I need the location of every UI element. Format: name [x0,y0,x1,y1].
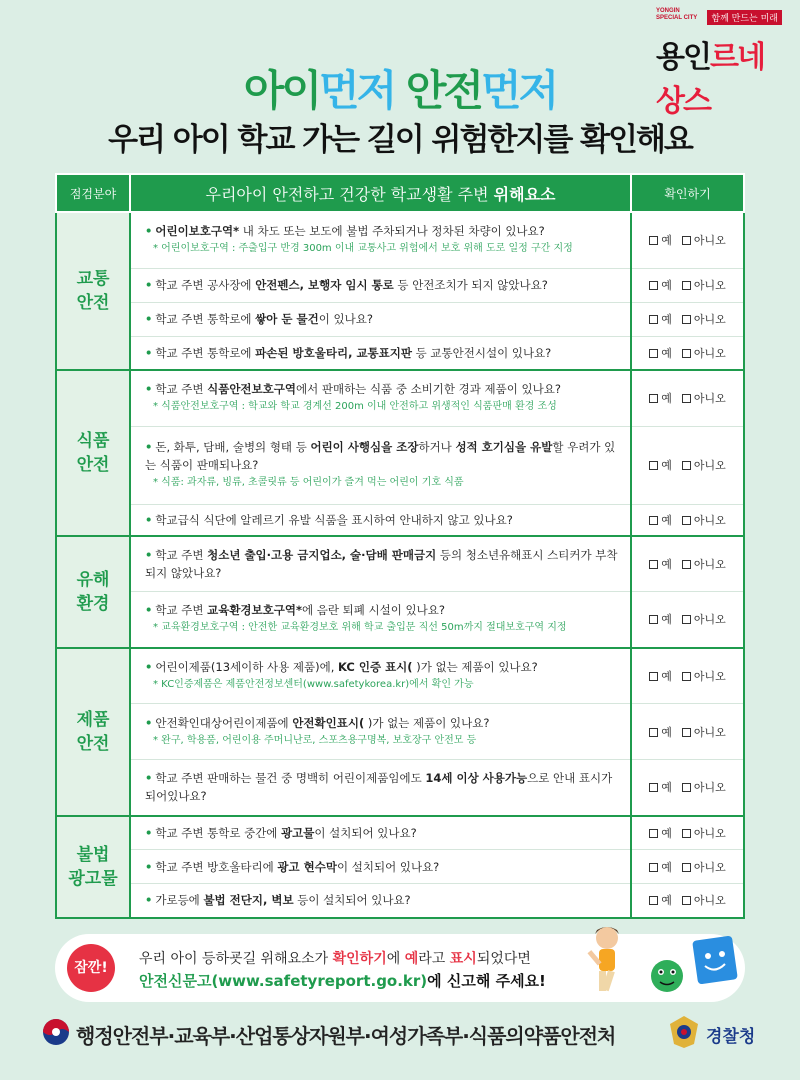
no-checkbox[interactable] [682,672,691,681]
yes-checkbox[interactable] [649,516,658,525]
notice-highlight: 표시 [449,951,477,967]
question-text: 학교 주변 식품안전보호구역에서 판매하는 식품 중 소비기한 경과 제품이 있나요? [155,382,561,397]
check-options [631,426,744,504]
check-question [130,704,631,760]
notice-line-2 [139,970,546,991]
check-options [631,816,744,850]
check-question [130,370,631,426]
bullet-icon: • [145,825,153,840]
yes-label: 예 [661,346,672,360]
yes-label: 예 [661,826,672,840]
check-question [130,268,631,302]
table-row [56,268,744,302]
yes-checkbox[interactable] [649,394,658,403]
characters-illustration [555,916,745,1006]
yes-label: 예 [661,392,672,406]
notice-text: 우리 아이 등하굣길 위해요소가 [139,951,333,967]
notice-highlight: 확인하기 [332,951,387,967]
footer [0,1014,800,1054]
title-part-3: 안전 [405,66,481,115]
check-question [130,592,631,648]
bullet-icon: • [145,893,153,908]
category-label: 유해 환경 [56,536,130,648]
no-checkbox[interactable] [682,783,691,792]
yes-checkbox[interactable] [649,281,658,290]
yes-label: 예 [661,669,672,683]
question-text: 학교 주변 판매하는 물건 중 명백히 어린이제품임에도 14세 이상 사용가능으로 안내 표시가 되어있나요? [145,771,613,804]
check-options [631,336,744,370]
yes-label: 예 [661,860,672,874]
yes-label: 예 [661,894,672,908]
no-label: 아니오 [693,725,726,739]
header-category: 점검분야 [56,174,130,212]
no-checkbox[interactable] [682,461,691,470]
table-row [56,760,744,816]
no-checkbox[interactable] [682,728,691,737]
no-checkbox[interactable] [682,236,691,245]
check-question [130,760,631,816]
question-text: 학교 주변 통학로에 쌓아 둔 물건이 있나요? [155,312,373,326]
check-question [130,648,631,704]
question-text: 학교 주변 청소년 출입·고용 금지업소, 술·담배 판매금지 등의 청소년유해표시 스티커가 부착되지 않았나요? [145,547,618,580]
bullet-icon: • [145,440,153,454]
yes-label: 예 [661,557,672,571]
header-check: 확인하기 [631,174,744,212]
bullet-icon: • [145,382,153,397]
notice-text: 에 [386,951,405,967]
no-label: 아니오 [693,613,726,627]
question-note: * 어린이보호구역 : 주출입구 반경 300m 이내 교통사고 위험에서 보호 위해 도로 일정 구간 지정 [153,243,573,255]
check-options [631,268,744,302]
no-label: 아니오 [693,557,726,571]
notice-line-1 [139,948,531,968]
check-options [631,302,744,336]
check-question [130,302,631,336]
check-question [130,426,631,504]
category-label: 교통 안전 [56,212,130,370]
header-main-bold: 위해요소 [493,184,556,204]
question-note: * 교육환경보호구역 : 안전한 교육환경보호 위해 학교 출입문 직선 50m까지 절대보호구역 지정 [153,622,567,634]
check-question [130,336,631,370]
table-row [56,850,744,884]
yes-checkbox[interactable] [649,783,658,792]
yes-checkbox[interactable] [649,672,658,681]
bullet-icon: • [145,345,153,360]
no-label: 아니오 [693,826,726,840]
check-question [130,850,631,884]
yes-label: 예 [661,234,672,248]
yes-checkbox[interactable] [649,829,658,838]
no-label: 아니오 [693,313,726,326]
yes-checkbox[interactable] [649,236,658,245]
no-label: 아니오 [693,459,726,472]
check-options [631,648,744,704]
table-row [56,884,744,918]
page-subtitle: 우리 아이 학교 가는 길이 위험한지를 확인해요 [108,122,692,158]
green-mascot-icon [651,960,683,992]
check-options [631,884,744,918]
no-checkbox[interactable] [682,896,691,905]
check-question [130,536,631,592]
category-label: 불법 광고물 [56,816,130,918]
logo-city-suffix: 르네상스 [656,40,764,119]
notice-highlight: 예 [404,951,419,967]
police-emblem-icon [666,1014,702,1050]
question-note: * 식품안전보호구역 : 학교와 학교 경계선 200m 이내 안전하고 위생적인 식품판매 환경 조성 [153,401,557,413]
check-options [631,760,744,816]
table-row [56,302,744,336]
no-label: 아니오 [693,513,726,527]
no-checkbox[interactable] [682,516,691,525]
notice-badge: 잠깐! [67,944,115,992]
report-site-link[interactable]: 안전신문고(www.safetyreport.go.kr) [139,972,428,990]
table-row [56,592,744,648]
yes-checkbox[interactable] [649,896,658,905]
bullet-icon: • [145,603,153,618]
check-options [631,504,744,536]
category-label: 제품 안전 [56,648,130,816]
yes-label: 예 [661,613,672,627]
question-text: 어린이보호구역* 내 차도 또는 보도에 불법 주차되거나 정차된 차량이 있나요? [155,224,545,239]
question-text: 학교 주변 공사장에 안전펜스, 보행자 임시 통로 등 안전조치가 되지 않았나요? [155,278,548,292]
bullet-icon: • [145,715,153,730]
yes-checkbox[interactable] [649,349,658,358]
no-label: 아니오 [693,346,726,360]
header-main-prefix: 우리아이 안전하고 건강한 학교생활 주변 [205,184,494,204]
table-row [56,336,744,370]
yes-label: 예 [661,725,672,739]
bullet-icon: • [145,547,153,562]
logo-city-prefix: 용인 [656,40,710,75]
title-part-2: 먼저 [319,66,395,115]
checklist-table [55,173,745,919]
notice-text: 되었다면 [476,951,531,967]
table-header-row [56,174,744,212]
question-text: 돈, 화투, 담배, 술병의 형태 등 어린이 사행심을 조장하거나 성적 호기심을 유발할 우려가 있는 식품이 판매되나요? [145,440,616,472]
question-text: 학교 주변 통학로에 파손된 방호울타리, 교통표지판 등 교통안전시설이 있나요? [155,345,552,360]
check-options [631,850,744,884]
question-text: 가로등에 불법 전단지, 벽보 등이 설치되어 있나요? [155,893,411,908]
category-label: 식품 안전 [56,370,130,536]
no-label: 아니오 [693,234,726,248]
question-text: 학교 주변 교육환경보호구역*에 음란 퇴폐 시설이 있나요? [155,603,445,618]
bullet-icon: • [145,224,153,239]
table-row [56,536,744,592]
no-checkbox[interactable] [682,863,691,872]
check-question [130,212,631,268]
bullet-icon: • [145,512,153,527]
ministries-list: 행정안전부·교육부·산업통상자원부·여성가족부·식품의약품안전처 [76,1024,616,1048]
yes-checkbox[interactable] [649,315,658,324]
yes-checkbox[interactable] [649,560,658,569]
table-row [56,704,744,760]
question-text: 어린이제품(13세이하 사용 제품)에, KC 인증 표시( )가 없는 제품이 있나요? [155,659,538,674]
check-options [631,212,744,268]
yes-checkbox[interactable] [649,461,658,470]
bullet-icon: • [145,771,153,786]
check-options [631,536,744,592]
logo-slogan: 함께 만드는 미래 [707,10,782,25]
question-text: 학교급식 식단에 알레르기 유발 식품을 표시하여 안내하지 않고 있나요? [155,512,513,527]
bullet-icon: • [145,312,153,326]
question-text: 안전확인대상어린이제품에 안전확인표시( )가 없는 제품이 있나요? [155,715,490,730]
no-label: 아니오 [693,894,726,908]
child-walking-icon [587,927,619,991]
no-checkbox[interactable] [682,829,691,838]
campaign-title [0,58,800,118]
title-part-1: 아이 [243,66,320,115]
no-checkbox[interactable] [682,349,691,358]
report-notice [55,934,745,1002]
table-row [56,426,744,504]
no-label: 아니오 [693,392,726,406]
table-row [56,648,744,704]
question-note: * KC인증제품은 제품안전정보센터(www.safetykorea.kr)에서 확인 가능 [153,678,474,690]
table-row [56,504,744,536]
yes-checkbox[interactable] [649,863,658,872]
check-question [130,504,631,536]
yes-label: 예 [661,459,672,472]
police-label: 경찰청 [706,1027,756,1047]
yes-label: 예 [661,513,672,527]
notice-text: 에 신고해 주세요! [427,972,546,990]
table-row [56,370,744,426]
notice-text: 라고 [418,951,450,967]
bullet-icon: • [145,278,153,292]
no-checkbox[interactable] [682,615,691,624]
question-note: * 식품: 과자류, 빙류, 초콜릿류 등 어린이가 즐겨 먹는 어린이 기호 식품 [153,477,464,488]
bullet-icon: • [145,659,153,674]
no-label: 아니오 [693,279,726,292]
table-row [56,816,744,850]
no-checkbox[interactable] [682,281,691,290]
no-label: 아니오 [693,860,726,874]
check-options [631,370,744,426]
yes-label: 예 [661,279,672,292]
no-label: 아니오 [693,781,726,795]
check-options [631,592,744,648]
check-options [631,704,744,760]
yes-checkbox[interactable] [649,728,658,737]
no-checkbox[interactable] [682,315,691,324]
question-text: 학교 주변 방호울타리에 광고 현수막이 설치되어 있나요? [155,859,440,874]
header-main [130,174,631,212]
yes-label: 예 [661,781,672,795]
question-text: 학교 주변 통학로 중간에 광고물이 설치되어 있나요? [155,825,417,840]
check-question [130,816,631,850]
question-note: * 완구, 학용품, 어린이용 주머니난로, 스포츠용구명복, 보호장구 안전모 등 [153,734,477,746]
table-row [56,212,744,268]
gov-emblem-icon [42,1018,70,1046]
bullet-icon: • [145,859,153,874]
no-checkbox[interactable] [682,394,691,403]
check-question [130,884,631,918]
logo-english-tag: YONGIN SPECIAL CITY [656,8,698,21]
title-part-4: 먼저 [480,66,557,115]
no-checkbox[interactable] [682,560,691,569]
yes-checkbox[interactable] [649,615,658,624]
blue-mascot-icon [692,935,738,984]
no-label: 아니오 [693,669,726,683]
yes-label: 예 [661,313,672,326]
